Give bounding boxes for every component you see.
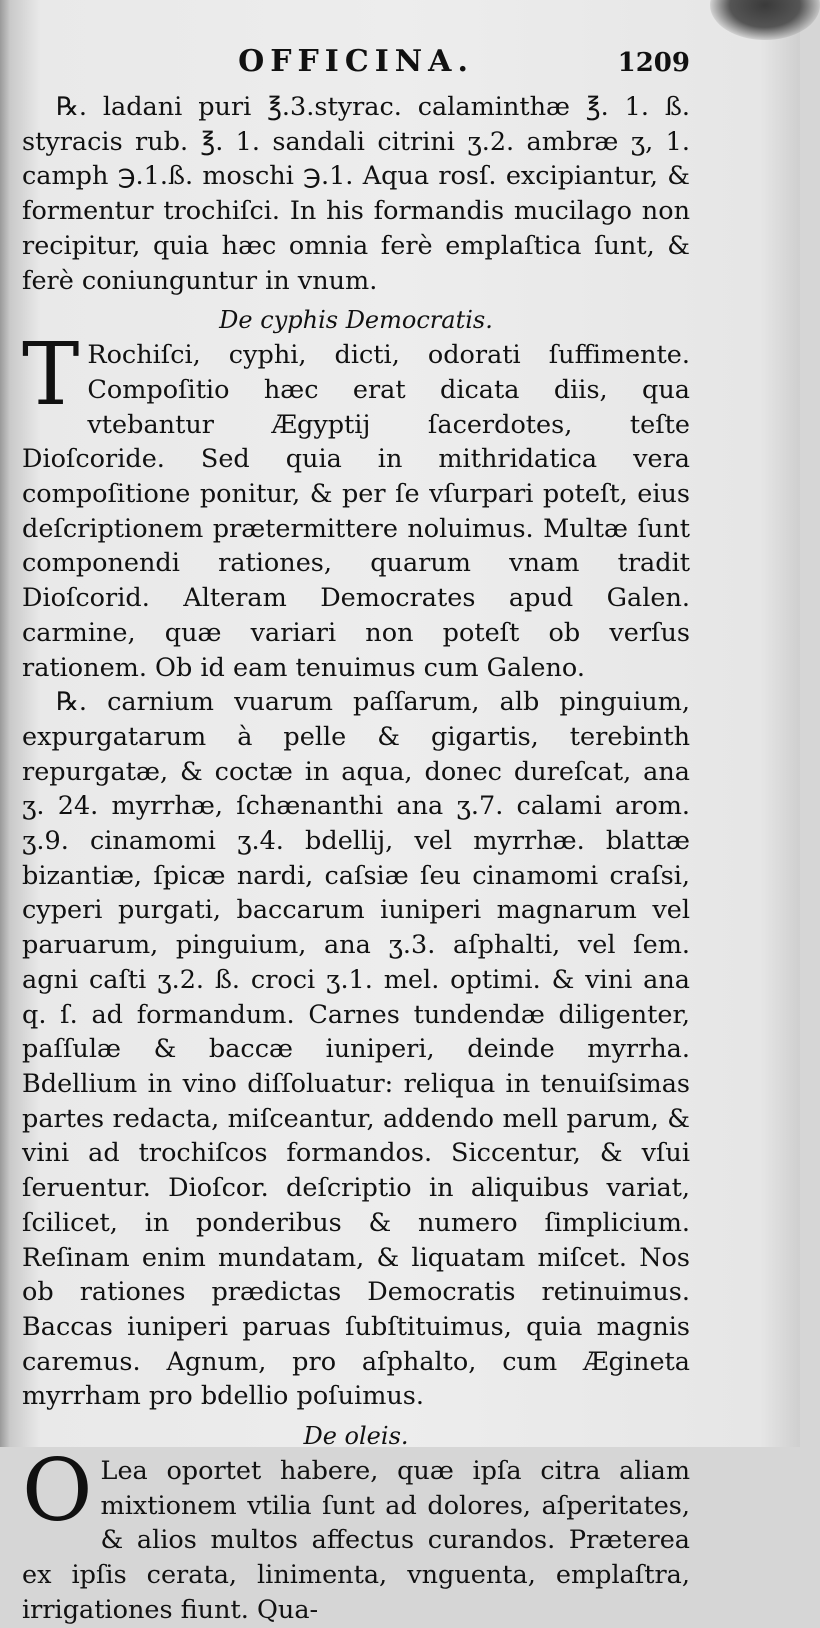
drop-cap-t: T [22, 325, 80, 426]
section-heading-oleis: De oleis. [303, 1422, 409, 1451]
paragraph-cyphi-intro [22, 325, 690, 685]
recipe-paragraph-cyphi: ℞. carnium vuarum paſſarum, alb pinguium, expurgatarum à pelle & gigartis, terebinth repurgatæ, & coctæ in aqua, donec dureſcat, ana ʒ. 24. myrrhæ, ſchænanthi ana ʒ.7. calami arom. ʒ.9. cinamomi ʒ.4. bdellij, vel myrrhæ. blattæ bizantiæ, ſpicæ nardi, caſsiæ ſeu cinamomi craſsi, cyperi purgati, baccarum iuniperi magnarum vel paruarum, pinguium, ana ʒ.3. aſphalti, vel ſem. agni caſti ʒ.2. ß. croci ʒ.1. mel. optimi. & vini ana q. ſ. ad formandum. Carnes tundendæ diligenter, paſſulæ & baccæ iuniperi, deinde myrrha. Bdellium in vino diſſoluatur: reliqua in tenuiſsimas partes redacta, miſceantur, addendo mell parum, & vini ad trochiſcos formandos. Siccentur, & vſui ſeruentur. Dioſcor. deſcriptio in aliquibus variat, ſcilicet, in ponderibus & numero ſimplicium. Reſinam enim mundatam, & liquatam miſcet. Nos ob rationes prædictas Democratis retinuimus. Baccas iuniperi paruas ſubſtituimus, quia magnis caremus. Agnum, pro aſphalto, cum Ægineta myrrham pro bdellio poſuimus. [22, 687, 690, 1412]
running-head [22, 40, 690, 90]
page-number: 1209 [617, 48, 690, 78]
drop-cap-o: O [22, 1441, 93, 1542]
running-title: OFFICINA. [238, 44, 474, 79]
recipe-paragraph-ladanum: ℞. ladani puri ℥.3.styrac. calaminthæ ℥. 1. ß. styracis rub. ℥. 1. sandali citrini ʒ.2. ambræ ʒ, 1. camph ℈.1.ß. moschi ℈.1. Aqua rosſ. excipiantur, & formentur trochiſci. In his formandis mucilago non recipitur, quia hæc omnia ferè emplaſtica ſunt, & ferè coniunguntur in vnum. [22, 92, 690, 296]
page-body [22, 40, 690, 1628]
paragraph-oleis [22, 1441, 690, 1628]
corner-shadow [710, 0, 820, 40]
paragraph-oleis-text: Lea oportet habere, quæ ipſa citra aliam mixtionem vtilia ſunt ad dolores, aſperitates, & alios multos affectus curandos. Præterea ex ipſis cerata, linimenta, vnguenta, emplaſtra, irrigationes fiunt. Qua- [22, 1456, 690, 1625]
paragraph-cyphi-intro-text: Rochiſci, cyphi, dicti, odorati ſuffimente. Compoſitio hæc erat dicata diis, qua vtebantur Ægyptij ſacerdotes, teſte Dioſcoride. Sed quia in mithridatica vera compoſitione ponitur, & per ſe vſurpari poteſt, eius deſcriptionem prætermittere noluimus. Multæ ſunt componendi rationes, quarum vnam tradit Dioſcorid. Alteram Democrates apud Galen. carmine, quæ variari non poteſt ob verſus rationem. Ob id eam tenuimus cum Galeno. [22, 340, 690, 683]
section-heading-cyphi: De cyphis Democratis. [219, 306, 493, 335]
